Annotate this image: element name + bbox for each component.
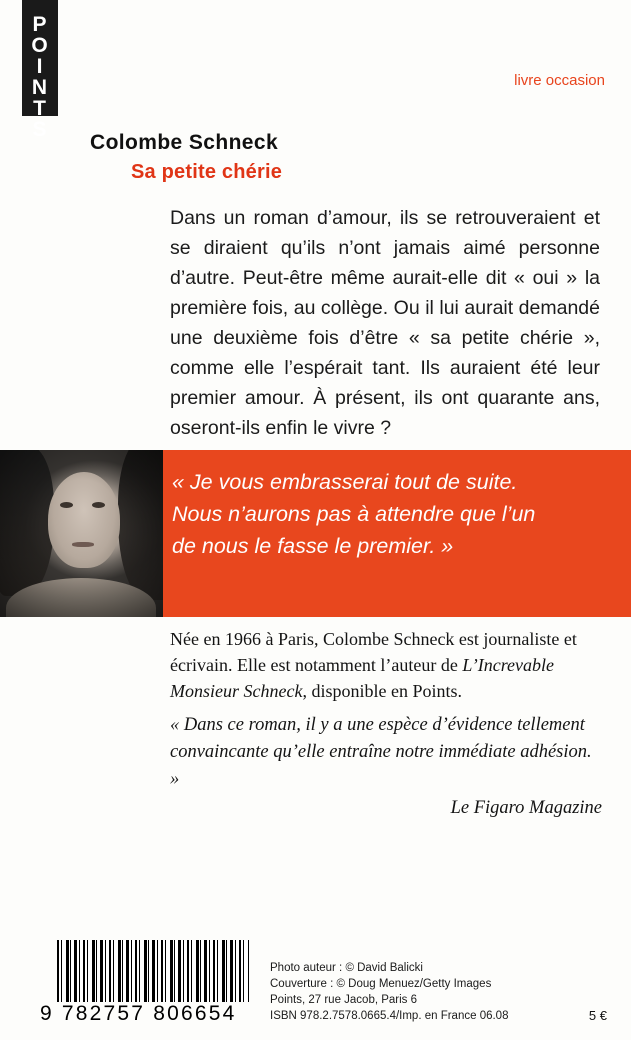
portrait-vignette [0, 450, 163, 617]
spine-letter-p: P [32, 13, 48, 36]
bio-text-part1: Née en 1966 à Paris, Colombe Schneck est journaliste et écrivain. Elle est notamment l’auteur de [170, 629, 577, 675]
credit-photo: Photo auteur : © David Balicki [270, 962, 423, 974]
blurb-paragraph: Dans un roman d’amour, ils se retrouveraient et se diraient qu’ils n’ont jamais aimé personne d’autre. Peut-être même aurait-elle dit « oui » la première fois, au collège. Ou il lui aurait demandé une deuxième fois d’être « sa petite chérie », comme elle l’espérait tant. Ils auraient été leur premier amour. À présent, ils ont quarante ans, oseront-ils enfin le vivre ? [170, 207, 600, 439]
back-cover-blurb [170, 203, 600, 443]
spine-letter-t: T [33, 97, 47, 120]
credit-cover: Couverture : © Doug Menuez/Getty Images [270, 978, 492, 990]
press-review-quote: « Dans ce roman, il y a une espèce d’évidence tellement convaincante qu’elle entraîne notre immédiate adhésion. » [170, 715, 592, 789]
author-biography [170, 626, 602, 704]
spine-letter-o: O [31, 34, 49, 57]
price-label: 5 € [588, 1008, 607, 1023]
credit-isbn: ISBN 978.2.7578.0665.4/Imp. en France 06.08 [270, 1010, 509, 1022]
pull-quote-text: « Je vous embrasserai tout de suite. Nous n’aurons pas à attendre que l’un de nous le fasse le premier. » [172, 470, 536, 558]
credits-block [270, 960, 570, 1024]
used-book-label: livre occasion [514, 72, 605, 89]
credit-publisher-address: Points, 27 rue Jacob, Paris 6 [270, 994, 418, 1006]
spine-letter-n: N [31, 76, 49, 99]
book-title: Sa petite chérie [131, 161, 283, 183]
barcode-bars [57, 940, 249, 1002]
author-portrait-photo [0, 450, 163, 617]
spine-letter-i: I [36, 55, 44, 78]
barcode-number: 9 782757 806654 [40, 1002, 237, 1025]
bio-book-title: L’Increvable Monsieur Schneck [170, 655, 555, 701]
spine-letter-s: S [32, 118, 48, 141]
bio-text-part2: , disponible en Points. [302, 681, 462, 701]
author-name: Colombe Schneck [90, 131, 279, 154]
publisher-spine-label [22, 8, 58, 141]
press-review-source: Le Figaro Magazine [450, 798, 602, 818]
barcode-image [57, 940, 249, 1002]
